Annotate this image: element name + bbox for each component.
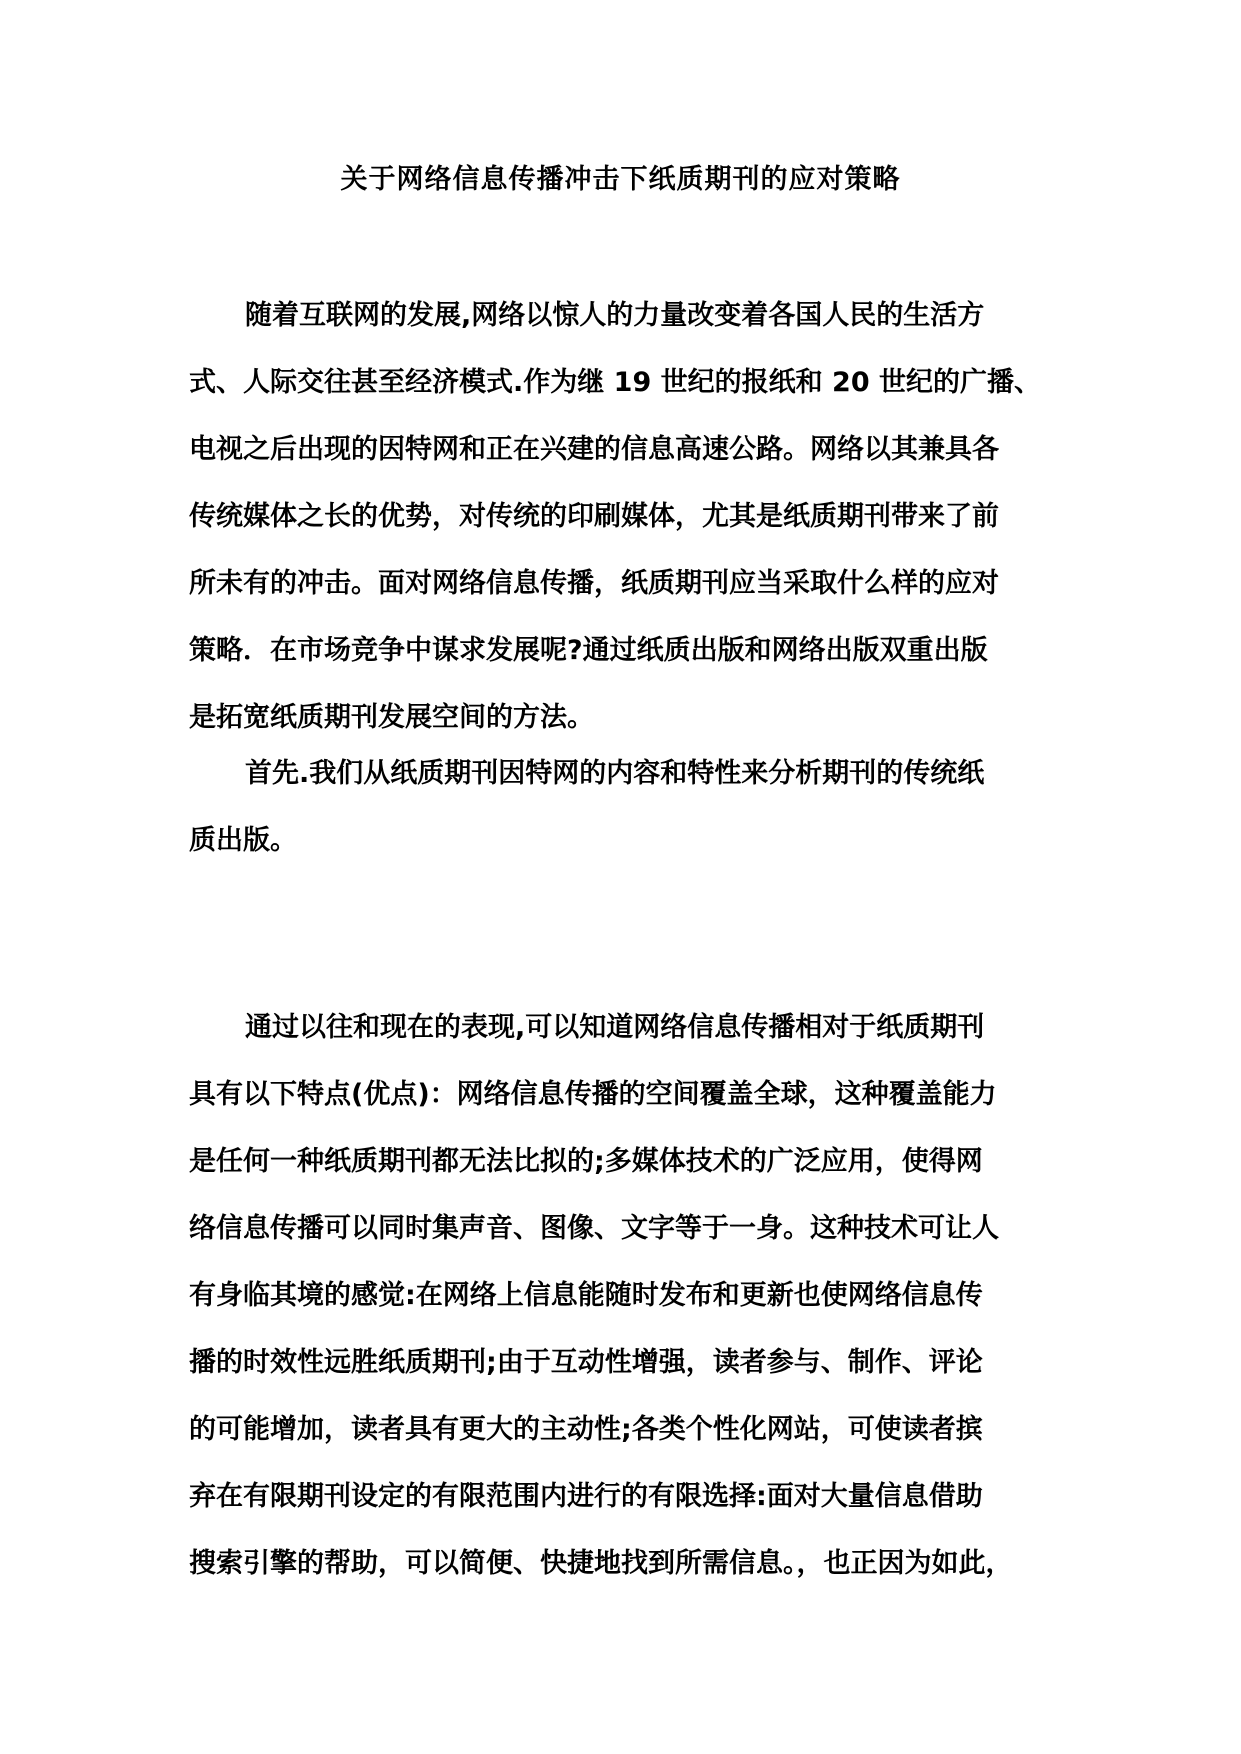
document-title: 关于网络信息传播冲击下纸质期刊的应对策略 bbox=[340, 164, 901, 195]
paragraph-line: 络信息传播可以同时集声音、图像、文字等于一身。这种技术可让人 bbox=[189, 1213, 999, 1244]
paragraph-line: 首先.我们从纸质期刊因特网的内容和特性来分析期刊的传统纸 bbox=[245, 758, 985, 789]
paragraph-line: 式、人际交往甚至经济模式.作为继 19 世纪的报纸和 20 世纪的广播、 bbox=[189, 367, 1042, 398]
paragraph-1 bbox=[189, 282, 1051, 751]
paragraph-line: 是任何一种纸质期刊都无法比拟的;多媒体技术的广泛应用，使得网 bbox=[189, 1146, 983, 1177]
paragraph-line: 传统媒体之长的优势，对传统的印刷媒体，尤其是纸质期刊带来了前 bbox=[189, 501, 999, 532]
paragraph-line: 播的时效性远胜纸质期刊;由于互动性增强，读者参与、制作、评论 bbox=[189, 1347, 983, 1378]
paragraph-line: 弃在有限期刊设定的有限范围内进行的有限选择:面对大量信息借助 bbox=[189, 1481, 983, 1512]
paragraph-line: 有身临其境的感觉:在网络上信息能随时发布和更新也使网络信息传 bbox=[189, 1280, 983, 1311]
paragraph-line: 搜索引擎的帮助，可以简便、快捷地找到所需信息。，也正因为如此， bbox=[189, 1548, 1013, 1579]
paragraph-line: 的可能增加，读者具有更大的主动性;各类个性化网站，可使读者摈 bbox=[189, 1414, 983, 1445]
paragraph-line: 具有以下特点(优点)：网络信息传播的空间覆盖全球，这种覆盖能力 bbox=[189, 1079, 997, 1110]
paragraph-line: 电视之后出现的因特网和正在兴建的信息高速公路。网络以其兼具各 bbox=[189, 434, 999, 465]
paragraph-3 bbox=[189, 994, 1051, 1597]
paragraph-line: 通过以往和现在的表现,可以知道网络信息传播相对于纸质期刊 bbox=[245, 1012, 985, 1043]
paragraph-line: 策略．在市场竞争中谋求发展呢?通过纸质出版和网络出版双重出版 bbox=[189, 635, 988, 666]
paragraph-line: 所未有的冲击。面对网络信息传播，纸质期刊应当采取什么样的应对 bbox=[189, 568, 999, 599]
paragraph-2 bbox=[189, 740, 1051, 874]
paragraph-line: 质出版。 bbox=[189, 825, 297, 856]
paragraph-line: 是拓宽纸质期刊发展空间的方法。 bbox=[189, 702, 594, 733]
paragraph-line: 随着互联网的发展,网络以惊人的力量改变着各国人民的生活方 bbox=[245, 300, 985, 331]
